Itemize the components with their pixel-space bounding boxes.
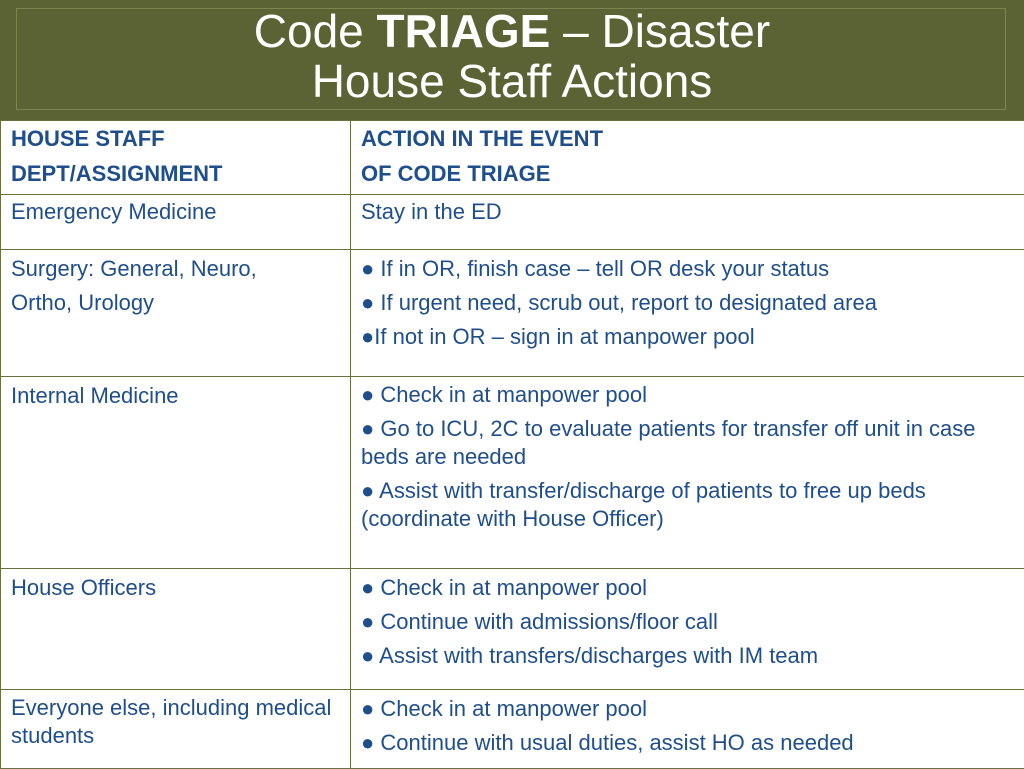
header-cell-action — [351, 121, 1024, 195]
dept-label: Everyone else, including medical students — [11, 694, 340, 750]
action-item: ● Check in at manpower pool — [361, 571, 1014, 605]
table-row — [1, 569, 1024, 690]
table-row — [1, 377, 1024, 569]
action-cell — [351, 377, 1024, 569]
dept-cell — [1, 569, 351, 690]
header-dept-line2: DEPT/ASSIGNMENT — [11, 156, 340, 191]
action-item: ● If urgent need, scrub out, report to designated area — [361, 286, 1014, 320]
action-cell — [351, 569, 1024, 690]
table-row — [1, 250, 1024, 377]
action-item: ● Assist with transfers/discharges with IM team — [361, 639, 1014, 673]
header-cell-dept — [1, 121, 351, 195]
action-cell — [351, 250, 1024, 377]
action-item: ● Continue with admissions/floor call — [361, 605, 1014, 639]
dept-label: House Officers — [11, 571, 340, 605]
action-item: Stay in the ED — [361, 195, 1014, 229]
dept-label: Internal Medicine — [11, 379, 340, 413]
action-cell — [351, 690, 1024, 769]
title-bold-word: TRIAGE — [377, 5, 551, 57]
dept-cell — [1, 250, 351, 377]
title-line-2: House Staff Actions — [0, 56, 1024, 106]
action-item: ● Check in at manpower pool — [361, 381, 1014, 409]
dept-label: Surgery: General, Neuro, — [11, 252, 340, 286]
header-dept-line1: HOUSE STAFF — [11, 121, 340, 156]
table-header-row — [1, 121, 1024, 195]
title-bar — [0, 0, 1024, 120]
action-item: ● Check in at manpower pool — [361, 692, 1014, 726]
title-line-1 — [0, 6, 1024, 56]
action-cell — [351, 195, 1024, 250]
table-row — [1, 690, 1024, 769]
header-action-line2: OF CODE TRIAGE — [361, 156, 1014, 191]
table-row — [1, 195, 1024, 250]
action-item: ● Go to ICU, 2C to evaluate patients for transfer off unit in case beds are needed — [361, 415, 1014, 471]
action-item: ● If in OR, finish case – tell OR desk your status — [361, 252, 1014, 286]
dept-cell — [1, 195, 351, 250]
action-item: ●If not in OR – sign in at manpower pool — [361, 320, 1014, 354]
title-suffix: – Disaster — [550, 5, 770, 57]
slide-title — [0, 6, 1024, 106]
header-action-line1: ACTION IN THE EVENT — [361, 121, 1014, 156]
dept-cell — [1, 690, 351, 769]
dept-label: Emergency Medicine — [11, 195, 340, 229]
title-prefix: Code — [254, 5, 377, 57]
dept-label: Ortho, Urology — [11, 286, 340, 320]
action-item: ● Continue with usual duties, assist HO as needed — [361, 726, 1014, 760]
action-item: ● Assist with transfer/discharge of patients to free up beds (coordinate with House Officer) — [361, 477, 1014, 533]
triage-table — [0, 120, 1024, 769]
dept-cell — [1, 377, 351, 569]
